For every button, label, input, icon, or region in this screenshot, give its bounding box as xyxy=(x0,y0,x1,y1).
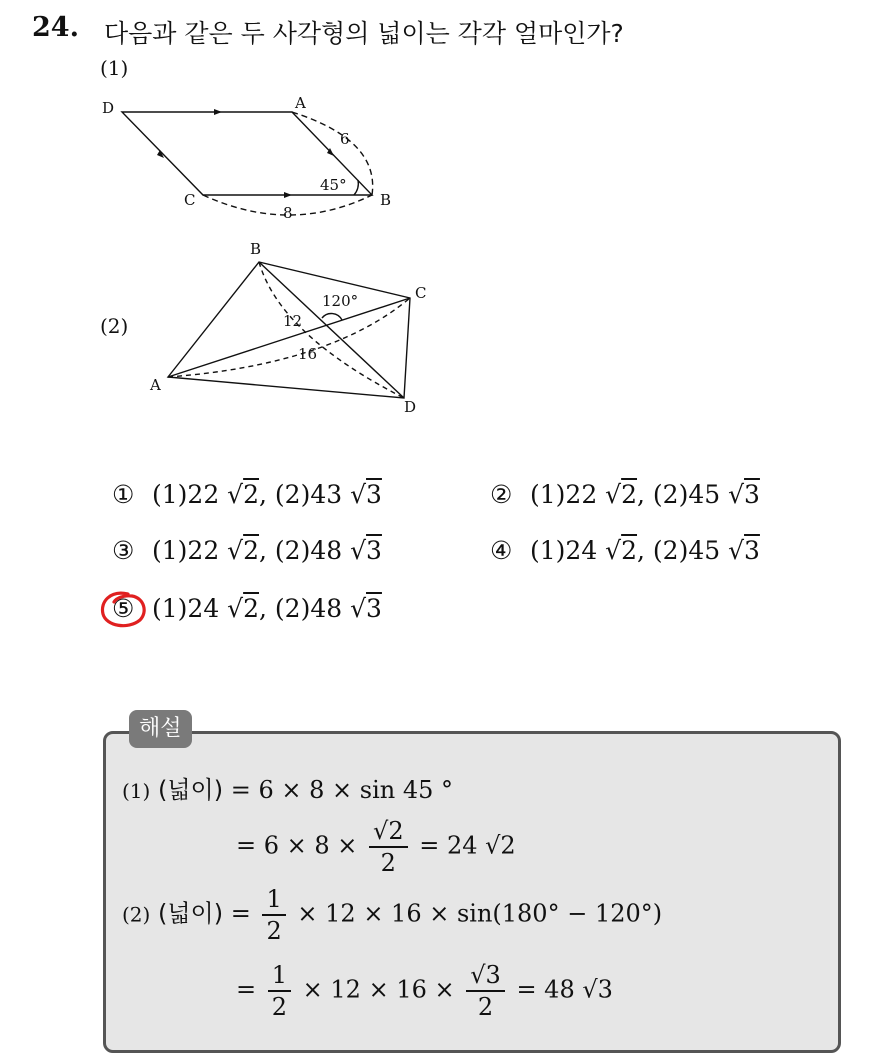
solution-line-2 xyxy=(236,816,516,878)
answer-circle-mark xyxy=(98,588,150,632)
choice-text: , (2)45 xyxy=(637,536,729,565)
expression: = 24 √2 xyxy=(419,831,516,860)
fraction xyxy=(262,884,285,946)
choice-number: ② xyxy=(490,480,513,509)
fraction xyxy=(369,816,408,878)
solution-line-4 xyxy=(236,960,613,1022)
equals: = xyxy=(236,975,257,1004)
choice-text: , (2)48 xyxy=(259,536,351,565)
choice-text: (1)22 xyxy=(152,480,228,509)
denominator: 2 xyxy=(380,849,396,877)
fig1-label-b: B xyxy=(380,191,392,209)
expression: = 48 √3 xyxy=(516,975,613,1004)
fig2-diag-bd: 12 xyxy=(283,312,303,330)
choice-2[interactable]: ② (1)22 √2, (2)45 √3 xyxy=(490,480,760,509)
choice-number: ⑤ xyxy=(112,594,135,623)
radicand: 2 xyxy=(243,594,260,623)
denominator: 2 xyxy=(266,917,282,945)
part1-label: (1) xyxy=(100,56,129,80)
choice-4[interactable]: ④ (1)24 √2, (2)45 √3 xyxy=(490,536,760,565)
expression: × 12 × 16 × xyxy=(302,975,455,1004)
fig1-label-d: D xyxy=(102,99,115,117)
question-text: 다음과 같은 두 사각형의 넓이는 각각 얼마인가? xyxy=(104,19,624,48)
radicand: 3 xyxy=(366,480,382,509)
part2-label: (2) xyxy=(100,314,129,338)
fig2-angle: 120° xyxy=(322,292,359,310)
fig1-label-a: A xyxy=(295,94,306,112)
denominator: 2 xyxy=(271,993,288,1021)
line-label: (1) xyxy=(122,779,151,803)
radicand: 3 xyxy=(366,594,382,623)
denominator: 2 xyxy=(477,993,494,1021)
figures xyxy=(0,0,884,460)
expression: = 6 × 8 × sin 45 ° xyxy=(230,776,453,804)
area-label: (넓이) xyxy=(157,899,224,928)
solution-line-3 xyxy=(122,884,662,946)
equals: = xyxy=(230,899,251,928)
numerator: √2 xyxy=(369,816,408,848)
choice-text: , (2)43 xyxy=(259,480,351,509)
radicand: 2 xyxy=(621,480,638,509)
radicand: 2 xyxy=(243,480,260,509)
line-label: (2) xyxy=(122,902,151,927)
area-label: (넓이) xyxy=(157,776,224,804)
radicand: 3 xyxy=(744,480,760,509)
question-number: 24. xyxy=(32,12,79,43)
choice-number: ③ xyxy=(112,536,135,565)
choice-5[interactable]: ⑤ (1)24 √2, (2)48 √3 xyxy=(112,594,382,623)
choice-text: (1)22 xyxy=(152,536,228,565)
expression: = 6 × 8 × xyxy=(236,831,358,860)
quadrilateral-figure xyxy=(168,262,410,398)
radicand: 2 xyxy=(621,536,638,565)
fig1-angle: 45° xyxy=(320,176,347,194)
choice-number: ④ xyxy=(490,536,513,565)
choice-1[interactable]: ① (1)22 √2, (2)43 √3 xyxy=(112,480,382,509)
numerator: 1 xyxy=(262,884,285,916)
choice-text: (1)24 xyxy=(152,594,228,623)
fig2-label-b: B xyxy=(250,240,262,258)
radicand: 3 xyxy=(366,536,382,565)
choice-3[interactable]: ③ (1)22 √2, (2)48 √3 xyxy=(112,536,382,565)
choice-text: (1)24 xyxy=(530,536,606,565)
choice-text: , (2)45 xyxy=(637,480,729,509)
fig2-label-c: C xyxy=(415,284,427,302)
solution-tag: 해설 xyxy=(129,710,192,748)
fig1-side-ab: 6 xyxy=(340,130,350,148)
fig2-label-d: D xyxy=(404,398,417,416)
choice-text: , (2)48 xyxy=(259,594,351,623)
expression: × 12 × 16 × sin(180° − 120°) xyxy=(297,899,663,928)
parallelogram-figure xyxy=(122,109,373,215)
numerator: 1 xyxy=(268,960,291,992)
choice-number: ① xyxy=(112,480,135,509)
radicand: 2 xyxy=(243,536,260,565)
fig2-label-a: A xyxy=(150,376,161,394)
fig1-label-c: C xyxy=(184,191,196,209)
choice-text: (1)22 xyxy=(530,480,606,509)
fraction xyxy=(466,960,505,1022)
fig2-diag-ac: 16 xyxy=(298,345,318,363)
fraction xyxy=(268,960,291,1022)
fig1-side-cb: 8 xyxy=(283,204,293,222)
solution-line-1 xyxy=(122,770,453,805)
numerator: √3 xyxy=(466,960,505,992)
radicand: 3 xyxy=(744,536,760,565)
